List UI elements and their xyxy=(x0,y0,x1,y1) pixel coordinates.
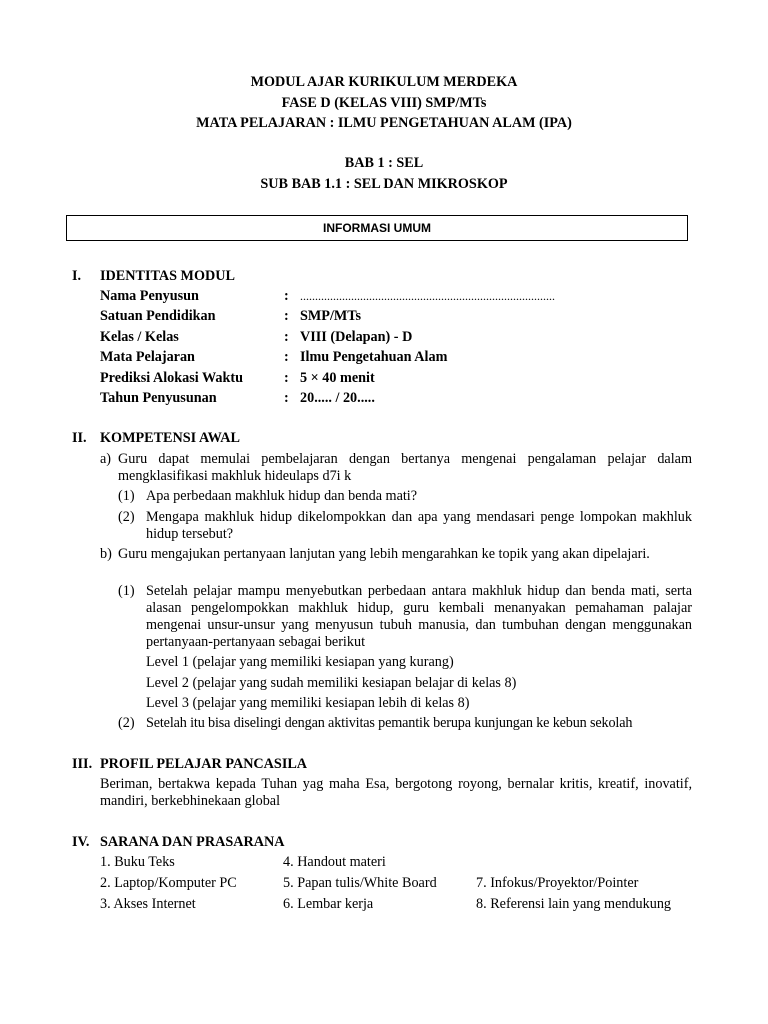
section4-number: IV. xyxy=(72,834,90,850)
item-b2-text: Setelah itu bisa diselingi dengan aktivitas pemantik berupa kunjungan ke kebun sekolah xyxy=(146,715,633,731)
item-a-marker: a) xyxy=(100,451,112,467)
facility-item: 2. Laptop/Komputer PC xyxy=(100,875,237,891)
facility-item: 1. Buku Teks xyxy=(100,854,175,870)
info-umum-box: INFORMASI UMUM xyxy=(66,215,688,241)
item-b1-text: Setelah pelajar mampu menyebutkan perbedaan antara makhluk hidup dan benda mati, serta alasan pengelompokkan makhluk hidup, guru kembali menanyakan pemahaman palajar mengenai unsur-unsur yang menyusun tubuh manusia, dan tumbuhan dengan menggunakan pertanyaan-pertanyaan sebagai berikut xyxy=(146,583,692,650)
section1-number: I. xyxy=(72,268,82,284)
identity-label: Nama Penyusun xyxy=(100,288,199,304)
item-a-text: Guru dapat memulai pembelajaran dengan bertanya mengenai pengalaman pelajar dalam mengklasifikasi makhluk hideulaps d7i k xyxy=(118,451,692,484)
identity-colon: : xyxy=(284,288,289,304)
subchapter-title: SUB BAB 1.1 : SEL DAN MIKROSKOP xyxy=(260,176,508,192)
identity-value: Ilmu Pengetahuan Alam xyxy=(300,349,448,365)
item-b-text: Guru mengajukan pertanyaan lanjutan yang lebih mengarahkan ke topik yang akan dipelajari. xyxy=(118,546,650,562)
identity-value: 5 × 40 menit xyxy=(300,370,375,386)
identity-value: VIII (Delapan) - D xyxy=(300,329,413,345)
identity-label: Prediksi Alokasi Waktu xyxy=(100,370,243,386)
identity-label: Tahun Penyusunan xyxy=(100,390,217,406)
section1-title: IDENTITAS MODUL xyxy=(100,268,235,284)
section3-title: PROFIL PELAJAR PANCASILA xyxy=(100,756,308,772)
section3-number: III. xyxy=(72,756,93,772)
item-a1-marker: (1) xyxy=(118,488,135,504)
item-a1-text: Apa perbedaan makhluk hidup dan benda mati? xyxy=(146,488,418,504)
facility-item: 5. Papan tulis/White Board xyxy=(283,875,437,891)
identity-colon: : xyxy=(284,349,289,365)
item-b1-marker: (1) xyxy=(118,583,135,599)
identity-label: Kelas / Kelas xyxy=(100,329,179,345)
identity-value: SMP/MTs xyxy=(300,308,361,324)
facility-item: 6. Lembar kerja xyxy=(283,896,374,912)
level-1-text: Level 1 (pelajar yang memiliki kesiapan yang kurang) xyxy=(146,654,454,670)
section2-number: II. xyxy=(72,430,87,446)
item-b-marker: b) xyxy=(100,546,112,562)
facility-item: 8. Referensi lain yang mendukung xyxy=(476,896,672,912)
identity-colon: : xyxy=(284,308,289,324)
level-3-text: Level 3 (pelajar yang memiliki kesiapan lebih di kelas 8) xyxy=(146,695,470,711)
section2-title: KOMPETENSI AWAL xyxy=(100,430,240,446)
identity-label: Satuan Pendidikan xyxy=(100,308,216,324)
identity-colon: : xyxy=(284,390,289,406)
chapter-title: BAB 1 : SEL xyxy=(344,155,424,171)
identity-value: ..................................................................................... xyxy=(300,289,555,303)
facility-item: 7. Infokus/Proyektor/Pointer xyxy=(476,875,639,891)
subject-title: MATA PELAJARAN : ILMU PENGETAHUAN ALAM (IPA) xyxy=(196,115,572,131)
identity-value: 20..... / 20..... xyxy=(300,390,375,406)
item-a2-marker: (2) xyxy=(118,509,135,525)
identity-colon: : xyxy=(284,329,289,345)
identity-colon: : xyxy=(284,370,289,386)
module-title: MODUL AJAR KURIKULUM MERDEKA xyxy=(250,74,518,90)
section3-text: Beriman, bertakwa kepada Tuhan yag maha Esa, bergotong royong, bernalar kritis, kreatif, inovatif, mandiri, berkebhinekaan global xyxy=(100,776,692,809)
phase-title: FASE D (KELAS VIII) SMP/MTs xyxy=(281,95,487,111)
section4-title: SARANA DAN PRASARANA xyxy=(100,834,285,850)
facility-item: 4. Handout materi xyxy=(283,854,386,870)
level-2-text: Level 2 (pelajar yang sudah memiliki kesiapan belajar di kelas 8) xyxy=(146,675,517,691)
facility-item: 3. Akses Internet xyxy=(100,896,196,912)
item-b2-marker: (2) xyxy=(118,715,135,731)
item-a2-text: Mengapa makhluk hidup dikelompokkan dan apa yang mendasari penge lompokan makhluk hidup tersebut? xyxy=(146,509,692,542)
identity-label: Mata Pelajaran xyxy=(100,349,195,365)
